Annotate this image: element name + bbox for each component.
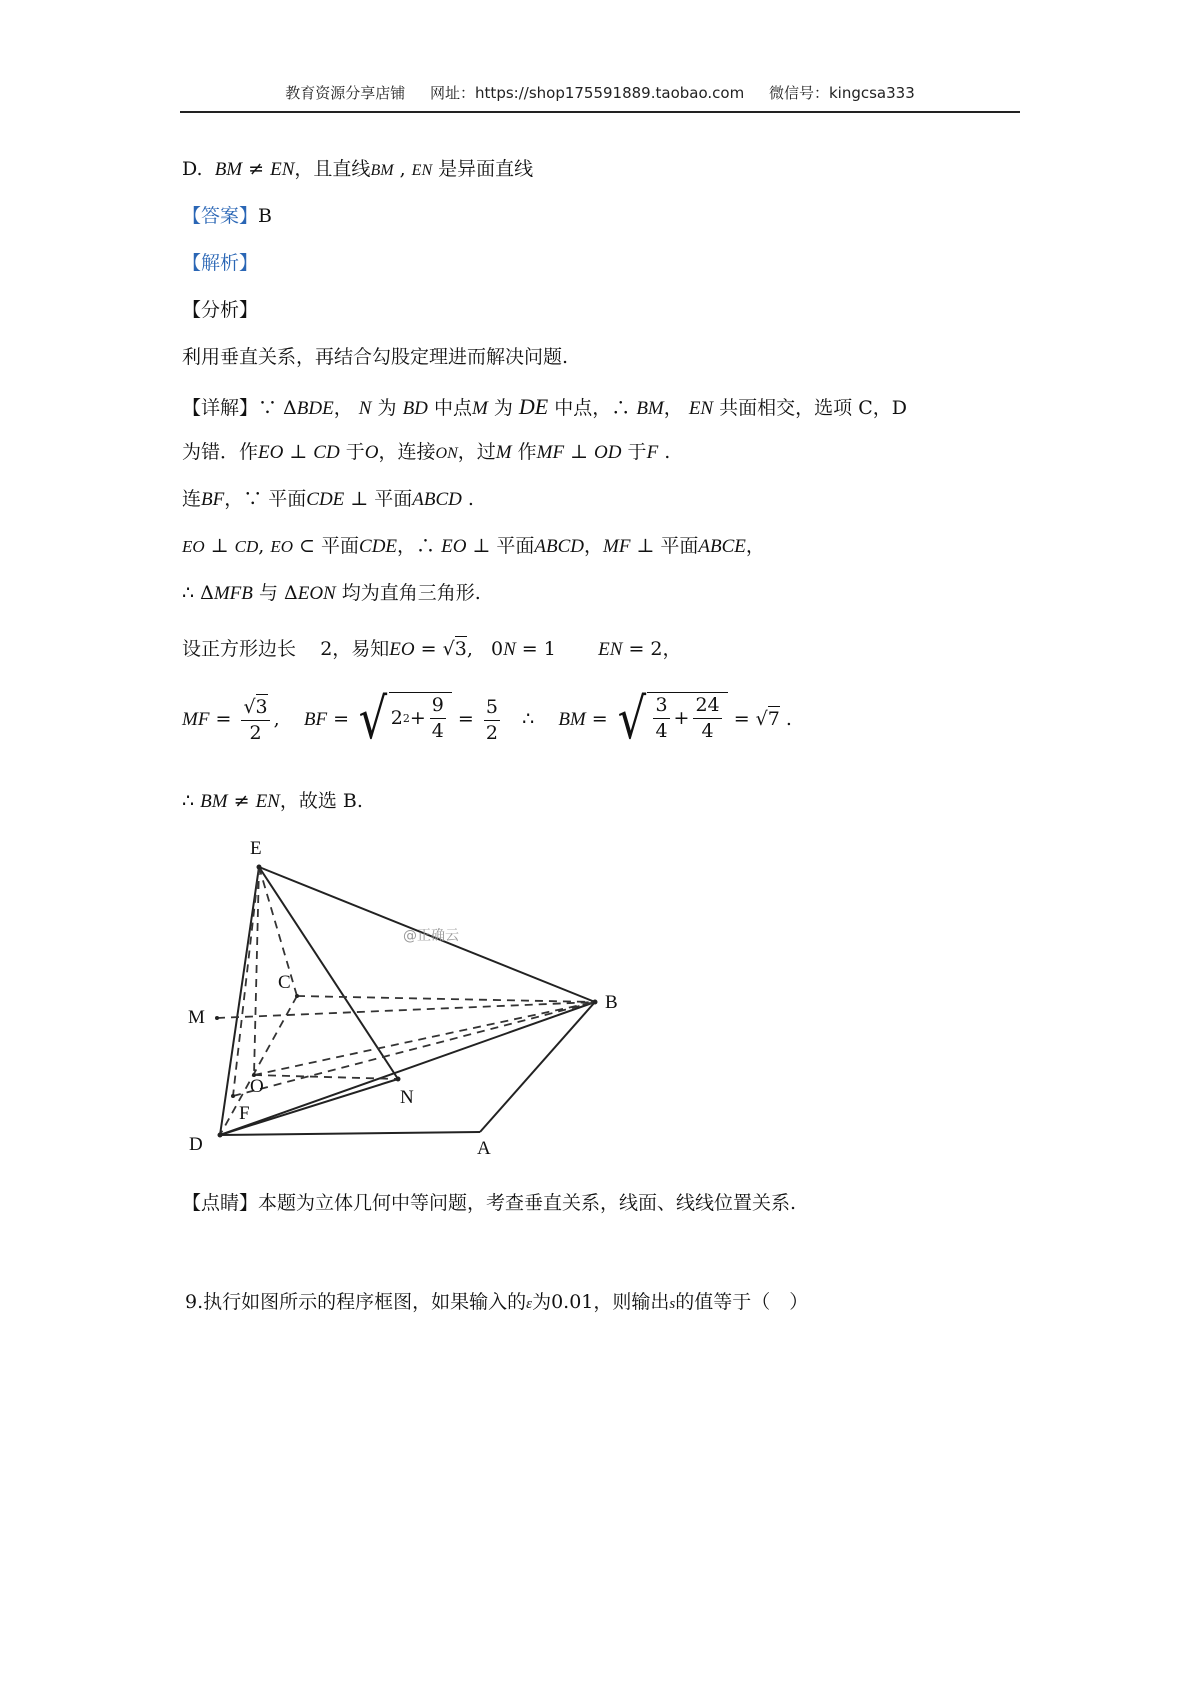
analysis-label: 【解析】 [182,252,259,274]
wechat-id: 微信号：kingcsa333 [768,84,915,102]
edge-db [220,1002,595,1135]
watermark: @正确云 [403,928,459,944]
label-b: B [605,992,618,1013]
detail-line-7: MF = $\frac{√3}{2}$ , BF = √ 2 2 + $\frac{9}{4}$ = $\frac{5}{2}$ ∴ BM = √ $\frac{3}{4}$ + $\frac{24}{4}$ = √7 . [182,687,792,752]
label-o: O [250,1076,264,1097]
dashed-ob [254,1002,595,1075]
header-divider [180,111,1020,113]
option-d: D. BM ≠ EN，且直线BM , EN 是异面直线 [182,158,534,180]
question-9: 9.执行如图所示的程序框图，如果输入的ε为0.01，则输出s的值等于（ ） [185,1291,809,1313]
dashed-ef [233,867,259,1096]
dashed-fb [233,1002,595,1096]
fenxi-text: 利用垂直关系，再结合勾股定理进而解决问题. [182,346,569,368]
dashed-mb [217,1002,595,1018]
label-c: C [278,972,291,993]
fenxi-label: 【分析】 [182,299,259,321]
dashed-on [254,1075,398,1079]
dianjing-text: 本题为立体几何中等问题，考查垂直关系，线面、线线位置关系. [258,1192,797,1214]
label-d: D [189,1134,203,1155]
answer-value: B [258,205,272,227]
dashed-cb [297,996,595,1002]
dianjing-label: 【点睛】 [182,1192,259,1214]
geometry-figure [185,830,645,1160]
label-n: N [400,1087,414,1108]
detail-line-6: 设正方形边长 2，易知EO = √3, 0N = 1 EN = 2， [182,638,682,660]
answer-line [182,207,272,226]
label-f: F [239,1103,250,1124]
label-a: A [477,1138,491,1159]
store-url: 网址：https://shop175591889.taobao.com [430,84,745,102]
label-e: E [250,838,262,859]
edge-da [220,1132,480,1135]
detail-line-5: ∴ ΔMFB 与 ΔEON 均为直角三角形. [182,582,481,604]
detail-line-4: EO ⊥ CD, EO ⊂ 平面CDE，∴ EO ⊥ 平面ABCD，MF ⊥ 平面ABCE， [182,535,765,557]
detail-line-8: ∴ BM ≠ EN，故选 B. [182,790,363,812]
detail-label: 【详解】 [182,397,259,419]
label-m: M [188,1007,205,1028]
detail-line-1: 【详解】∵ ΔBDE， N 为 BD 中点M 为 DE 中点，∴ BM， EN 共面相交，选项 C，D [182,394,907,419]
store-name: 教育资源分享店铺 [285,84,406,102]
dianjing-line [182,1194,796,1213]
page-header [0,82,1200,103]
detail-line-2: 为错．作EO ⊥ CD 于O，连接ON，过M 作MF ⊥ OD 于F . [182,441,671,463]
detail-line-3: 连BF，∵ 平面CDE ⊥ 平面ABCD . [182,488,474,510]
answer-label: 【答案】 [182,205,259,227]
